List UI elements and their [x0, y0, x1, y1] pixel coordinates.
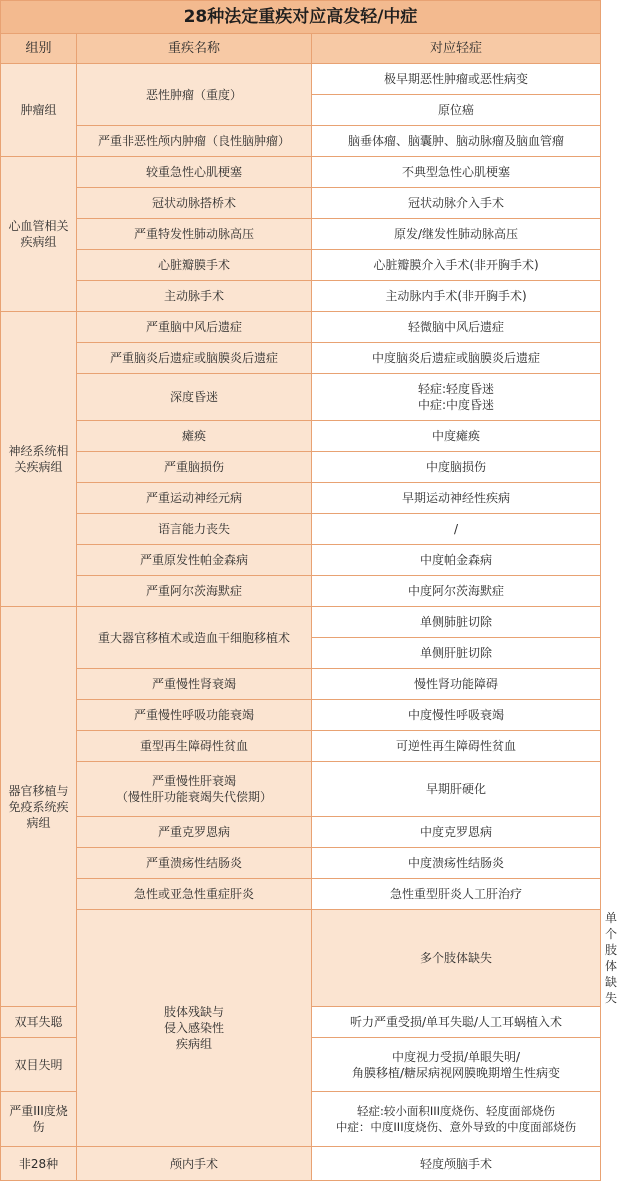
disease-cell: 冠状动脉搭桥术 [77, 188, 312, 219]
mild-cell: 原位癌 [312, 95, 601, 126]
mild-cell: 慢性肾功能障碍 [312, 669, 601, 700]
disease-cell: 严重非恶性颅内肿瘤（良性脑肿瘤） [77, 126, 312, 157]
mild-cell: 不典型急性心肌梗塞 [312, 157, 601, 188]
mild-cell: 早期运动神经性疾病 [312, 483, 601, 514]
disease-cell: 重大器官移植术或造血干细胞移植术 [77, 607, 312, 669]
group-cell: 肿瘤组 [1, 64, 77, 157]
disease-cell: 严重运动神经元病 [77, 483, 312, 514]
mild-cell: 急性重型肝炎人工肝治疗 [312, 879, 601, 910]
disease-cell: 急性或亚急性重症肝炎 [77, 879, 312, 910]
disease-cell: 严重脑中风后遗症 [77, 312, 312, 343]
header-mild: 对应轻症 [312, 34, 601, 64]
mild-cell: 中度视力受损/单眼失明/ 角膜移植/糖尿病视网膜晚期增生性病变 [312, 1038, 601, 1092]
disease-cell: 严重慢性呼吸功能衰竭 [77, 700, 312, 731]
mild-cell: 极早期恶性肿瘤或恶性病变 [312, 64, 601, 95]
disease-cell: 严重溃疡性结肠炎 [77, 848, 312, 879]
mild-cell: 原发/继发性肺动脉高压 [312, 219, 601, 250]
mild-cell: 中度克罗恩病 [312, 817, 601, 848]
disease-cell: 严重慢性肝衰竭 （慢性肝功能衰竭失代偿期） [77, 762, 312, 817]
mild-cell: 中度慢性呼吸衰竭 [312, 700, 601, 731]
disease-cell: 双耳失聪 [1, 1007, 77, 1038]
mild-cell: 轻症:轻度昏迷 中症:中度昏迷 [312, 374, 601, 421]
mild-cell: 冠状动脉介入手术 [312, 188, 601, 219]
disease-cell: 严重阿尔茨海默症 [77, 576, 312, 607]
disease-cell: 严重脑损伤 [77, 452, 312, 483]
group-cell: 肢体残缺与 侵入感染性 疾病组 [77, 910, 312, 1147]
mild-cell: 中度阿尔茨海默症 [312, 576, 601, 607]
header-disease: 重疾名称 [77, 34, 312, 64]
disease-cell: 深度昏迷 [77, 374, 312, 421]
mild-cell: 中度脑损伤 [312, 452, 601, 483]
disease-cell: 主动脉手术 [77, 281, 312, 312]
mild-cell: 主动脉内手术(非开胸手术) [312, 281, 601, 312]
mild-cell: 轻症:较小面积III度烧伤、轻度面部烧伤 中症：中度III度烧伤、意外导致的中度面部烧伤 [312, 1092, 601, 1147]
group-cell: 器官移植与 免疫系统疾 病组 [1, 607, 77, 1007]
table-title: 28种法定重疾对应高发轻/中症 [1, 1, 601, 34]
disease-cell: 严重克罗恩病 [77, 817, 312, 848]
disease-cell: 严重原发性帕金森病 [77, 545, 312, 576]
mild-cell: 单侧肺脏切除 [312, 607, 601, 638]
disease-cell: 心脏瓣膜手术 [77, 250, 312, 281]
group-cell: 心血管相关 疾病组 [1, 157, 77, 312]
mild-cell: 可逆性再生障碍性贫血 [312, 731, 601, 762]
disease-cell: 多个肢体缺失 [312, 910, 601, 1007]
mild-cell: 中度瘫痪 [312, 421, 601, 452]
disease-cell: 双目失明 [1, 1038, 77, 1092]
mild-cell: 轻度颅脑手术 [312, 1147, 601, 1181]
disease-cell: 较重急性心肌梗塞 [77, 157, 312, 188]
mild-cell: 中度帕金森病 [312, 545, 601, 576]
disease-cell: 瘫痪 [77, 421, 312, 452]
disease-cell: 语言能力丧失 [77, 514, 312, 545]
mild-cell: 单侧肝脏切除 [312, 638, 601, 669]
mild-cell: 轻微脑中风后遗症 [312, 312, 601, 343]
mild-cell: 心脏瓣膜介入手术(非开胸手术) [312, 250, 601, 281]
header-group: 组别 [1, 34, 77, 64]
mild-cell: 脑垂体瘤、脑囊肿、脑动脉瘤及脑血管瘤 [312, 126, 601, 157]
group-cell: 非28种 [1, 1147, 77, 1181]
disease-cell: 恶性肿瘤（重度） [77, 64, 312, 126]
disease-cell: 颅内手术 [77, 1147, 312, 1181]
disease-cell: 严重III度烧伤 [1, 1092, 77, 1147]
disease-cell: 严重慢性肾衰竭 [77, 669, 312, 700]
mild-cell: 中度溃疡性结肠炎 [312, 848, 601, 879]
mild-cell: 听力严重受损/单耳失聪/人工耳蜗植入术 [312, 1007, 601, 1038]
disease-cell: 严重脑炎后遗症或脑膜炎后遗症 [77, 343, 312, 374]
disease-table: 28种法定重疾对应高发轻/中症 组别 重疾名称 对应轻症 肿瘤组 恶性肿瘤（重度） 极早期恶性肿瘤或恶性病变 原位癌 严重非恶性颅内肿瘤（良性脑肿瘤） 脑垂体瘤、脑囊肿、脑动脉瘤及脑血管瘤 心血管相关 疾病组 较重急性心肌梗塞 不典型急性心肌梗塞 冠状动脉搭桥术 冠状动脉介入手术 严重特发性肺动脉高压 原发/继发性肺动脉高压 心脏瓣膜手术 心脏瓣膜介入手术(非开胸手术) 主动脉手术 主动脉内手术(非开胸手术) 神经系统相 关疾病组 严重脑中风后遗症 轻微脑中风后遗症 严重脑炎后遗症或脑膜炎后遗症 中度脑炎后遗症或脑膜炎后遗症 深度昏迷 轻症:轻度昏迷 中症:中度昏迷 瘫痪 中度瘫痪 严重脑损伤 中度脑损伤 严重运动神经元病 早期运动神经性疾病 语言能力丧失 / 严重原发性帕金森病 中度帕金森病 严重阿尔茨海默症 中度阿尔茨海默症 器官移植与 免疫系统疾 病组 重大器官移植术或造血干细胞移植术 单侧肺脏切除 单侧肝脏切除 严重慢性肾衰竭 慢性肾功能障碍 严重慢性呼吸功能衰竭 中度慢性呼吸衰竭 重型再生障碍性贫血 可逆性再生障碍性贫血 严重慢性肝衰竭 （慢性肝功能衰竭失代偿期） 早期肝硬化 严重克罗恩病 中度克罗恩病 严重溃疡性结肠炎 中度溃疡性结肠炎 急性或亚急性重症肝炎 急性重型肝炎人工肝治疗 肢体残缺与 侵入感染性 疾病组 多个肢体缺失 单个肢体缺失 双耳失聪 听力严重受损/单耳失聪/人工耳蜗植入术 双目失明 中度视力受损/单眼失明/ 角膜移植/糖尿病视网膜晚期增生性病变 严重III度烧伤 轻症:较小面积III度烧伤、轻度面部烧伤 中症：中度III度烧伤、意外导致的中度面部烧伤 非28种 颅内手术 轻度颅脑手术 [0, 0, 601, 1181]
mild-cell: / [312, 514, 601, 545]
disease-cell: 严重特发性肺动脉高压 [77, 219, 312, 250]
disease-cell: 重型再生障碍性贫血 [77, 731, 312, 762]
group-cell: 神经系统相 关疾病组 [1, 312, 77, 607]
mild-cell: 早期肝硬化 [312, 762, 601, 817]
mild-cell: 中度脑炎后遗症或脑膜炎后遗症 [312, 343, 601, 374]
